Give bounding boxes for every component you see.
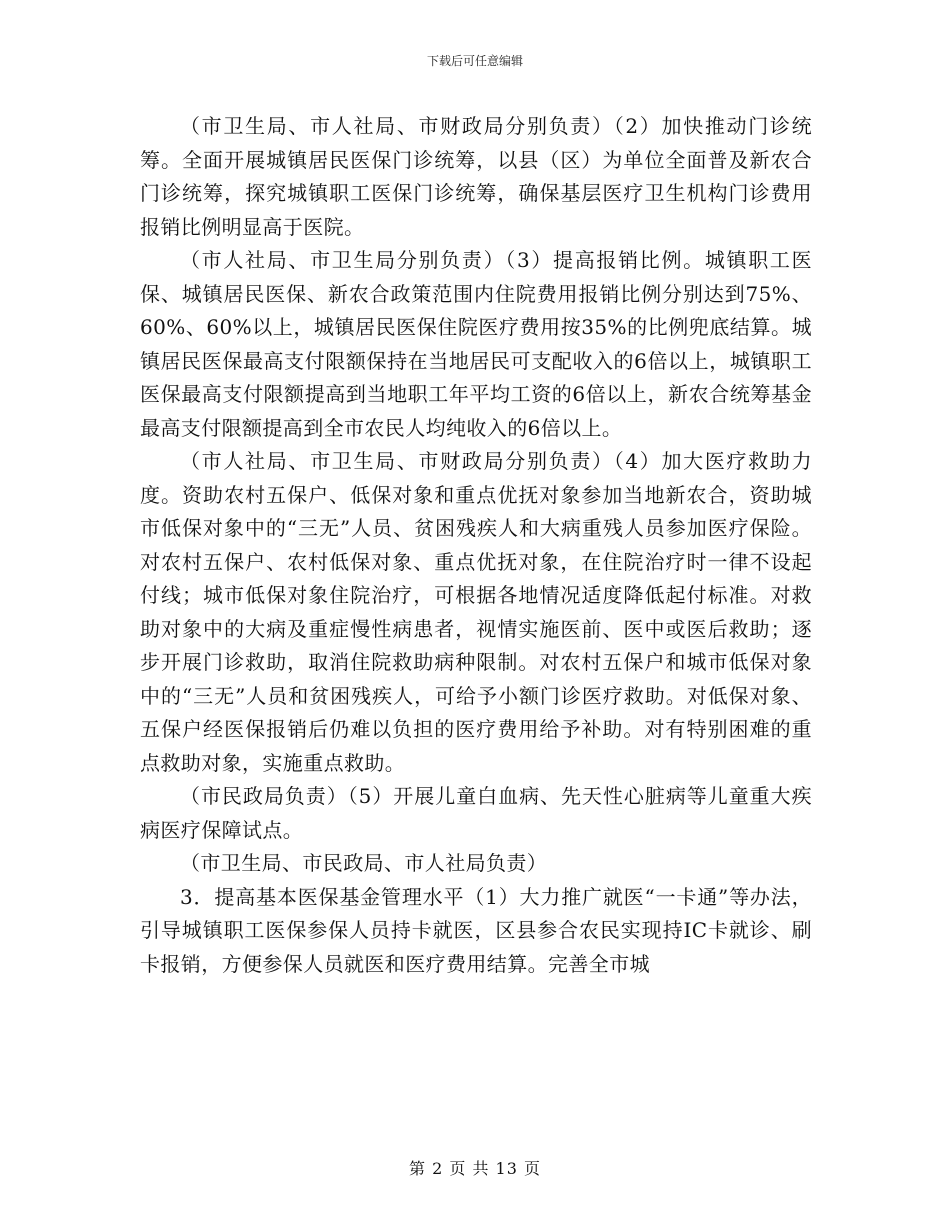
page-header-note: 下载后可任意编辑 [426,54,523,68]
paragraph: （市人社局、市卫生局分别负责）（3）提高报销比例。城镇职工医保、城镇居民医保、新农合政策范围内住院费用报销比例分别达到75%、60%、60%以上，城镇居民医保住院医疗费用按35%的比例兜底结算。城镇居民医保最高支付限额保持在当地居民可支配收入的6倍以上，城镇职工医保最高支付限额提高到当地职工年平均工资的6倍以上，新农合统筹基金最高支付限额提高到全市农民人均纯收入的6倍以上。 [140,248,812,440]
paragraph: （市民政局负责）（5）开展儿童白血病、先天性心脏病等儿童重大疾病医疗保障试点。 [140,784,812,842]
page-number-footer: 第 2 页 共 13 页 [409,1159,541,1178]
paragraph: （市卫生局、市民政局、市人社局负责） [180,851,548,875]
paragraph: （市人社局、市卫生局、市财政局分别负责）（4）加大医疗救助力度。资助农村五保户、低保对象和重点优抚对象参加当地新农合，资助城市低保对象中的“三无”人员、贫困残疾人和大病重残人员参加医疗保险。对农村五保户、农村低保对象、重点优抚对象，在住院治疗时一律不设起付线；城市低保对象住院治疗，可根据各地情况适度降低起付标准。对救助对象中的大病及重症慢性病患者，视情实施医前、医中或医后救助；逐步开展门诊救助，取消住院救助病种限制。对农村五保户和城市低保对象中的“三无”人员和贫困残疾人，可给予小额门诊医疗救助。对低保对象、五保户经医保报销后仍难以负担的医疗费用给予补助。对有特别困难的重点救助对象，实施重点救助。 [140,449,812,775]
paragraph: （市卫生局、市人社局、市财政局分别负责）（2）加快推动门诊统筹。全面开展城镇居民医保门诊统筹，以县（区）为单位全面普及新农合门诊统筹，探究城镇职工医保门诊统筹，确保基层医疗卫生机构门诊费用报销比例明显高于医院。 [140,114,812,239]
document-body [140,110,812,981]
paragraph: 3．提高基本医保基金管理水平（1）大力推广就医“一卡通”等办法，引导城镇职工医保参保人员持卡就医，区县参合农民实现持IC卡就诊、刷卡报销，方便参保人员就医和医疗费用结算。完善全市城 [140,884,812,976]
